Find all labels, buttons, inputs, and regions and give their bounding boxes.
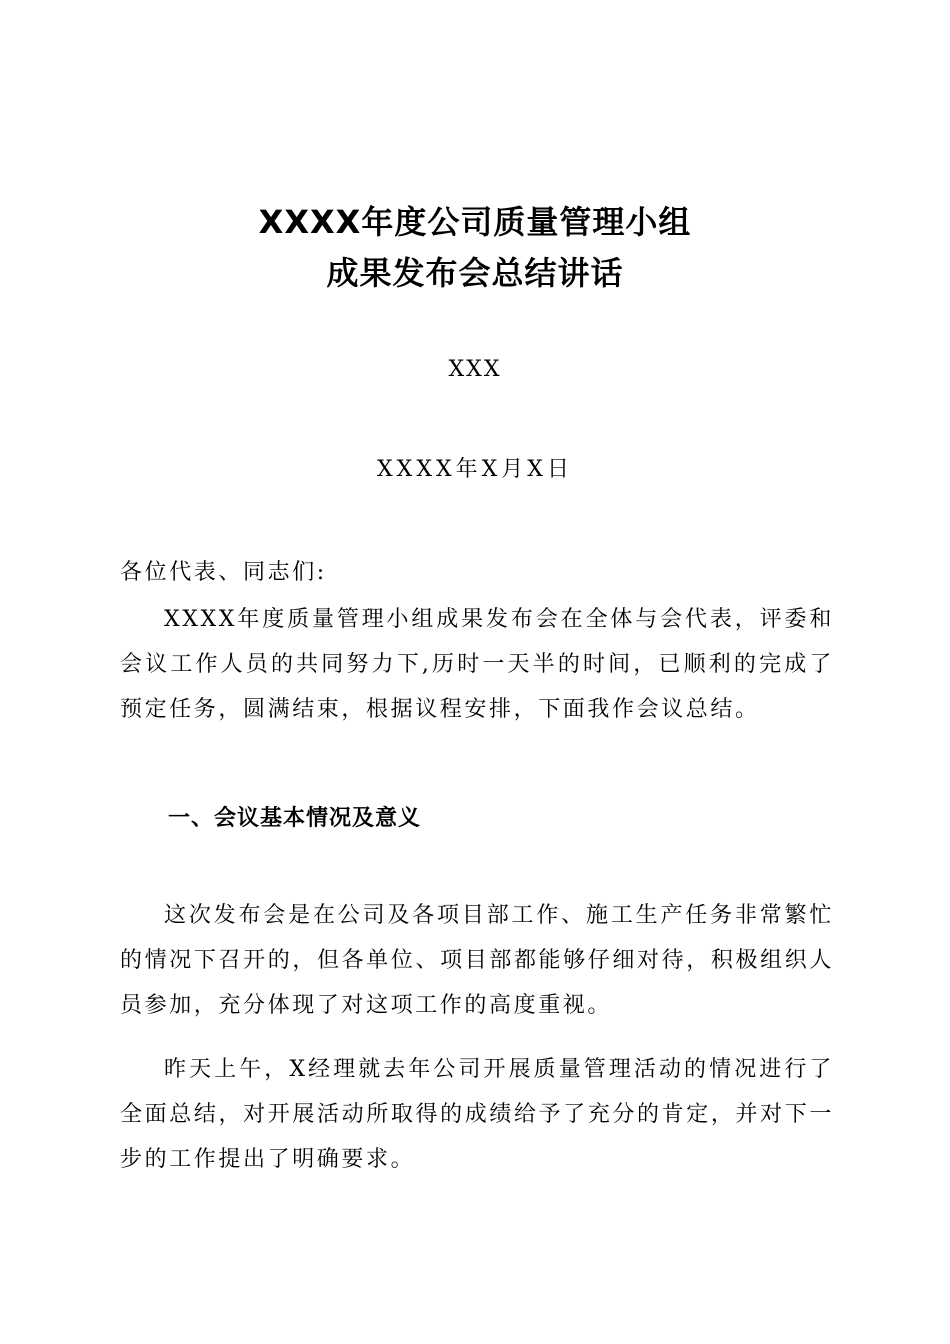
paragraph-body: 昨天上午，X经理就去年公司开展质量管理活动的情况进行了全面总结，对开展活动所取得的成绩给予了充分的肯定，并对下一步的工作提出了明确要求。 bbox=[120, 1057, 834, 1172]
document-title-line-2: 成果发布会总结讲话 bbox=[326, 254, 624, 292]
paragraph-body: 这次发布会是在公司及各项目部工作、施工生产任务非常繁忙的情况下召开的，但各单位、项目部都能够仔细对待，积极组织人员参加，充分体现了对这项工作的高度重视。 bbox=[120, 903, 834, 1018]
document-title-line-1: XXXX年度公司质量管理小组 bbox=[258, 203, 692, 241]
author-name: XXX bbox=[448, 357, 502, 382]
section-heading: 一、会议基本情况及意义 bbox=[168, 806, 422, 831]
document-date: XXXX年X月X日 bbox=[377, 457, 573, 482]
paragraph-intro: XXXX年度质量管理小组成果发布会在全体与会代表，评委和会议工作人员的共同努力下,历时一天半的时间，已顺利的完成了预定任务，圆满结束，根据议程安排，下面我作会议总结。 bbox=[120, 607, 834, 722]
salutation: 各位代表、同志们: bbox=[120, 560, 327, 585]
